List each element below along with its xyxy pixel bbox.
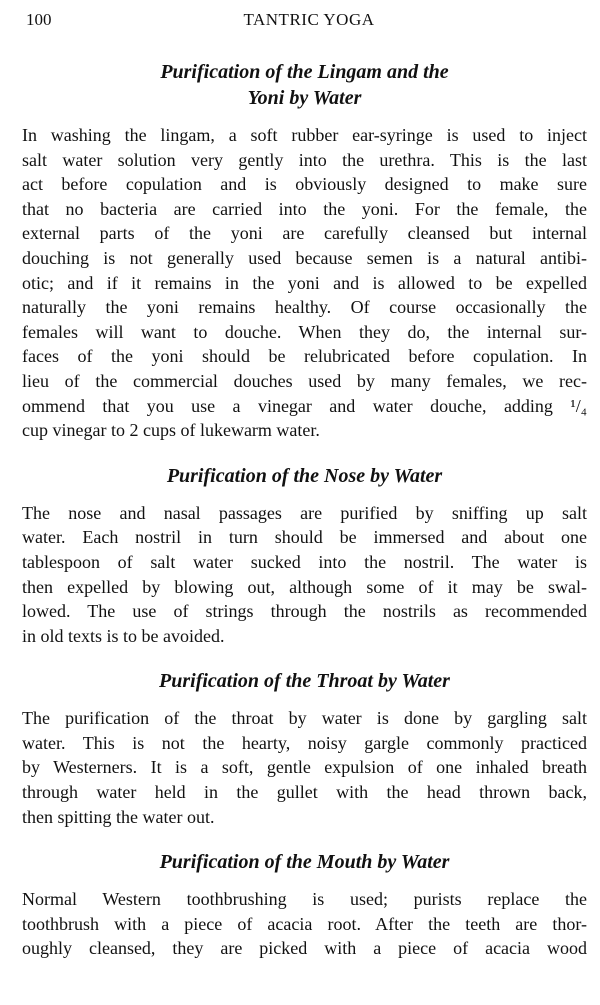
text-line: The purification of the throat by water is done by gargling salt xyxy=(22,708,587,729)
text-line: The nose and nasal passages are purified by sniffing up salt xyxy=(22,502,587,523)
heading-line: Purification of the Mouth by Water xyxy=(159,851,450,874)
text-line: otic; and if it remains in the yoni and is allowed to be expelled xyxy=(22,272,587,293)
heading-line: Purification of the Nose by Water xyxy=(166,464,443,487)
section-heading-throat xyxy=(22,668,587,694)
text-line: naturally the yoni remains healthy. Of course occasionally the xyxy=(22,297,587,318)
page-header xyxy=(26,10,592,34)
heading-line: Purification of the Throat by Water xyxy=(159,670,450,693)
text-line: lowed. The use of strings through the nostrils as recommended xyxy=(22,601,587,622)
text-line: toothbrush with a piece of acacia root. After the teeth are thor- xyxy=(22,913,587,934)
section-heading-lingam-yoni xyxy=(22,59,587,111)
section-heading-nose xyxy=(22,463,587,489)
paragraph-mouth xyxy=(22,887,587,961)
paragraph-nose xyxy=(22,501,587,649)
text-line: females will want to douche. When they do, the internal sur- xyxy=(22,321,587,342)
heading-line: Yoni by Water xyxy=(247,87,362,109)
heading-line: Purification of the Lingam and the xyxy=(160,61,449,83)
text-line: faces of the yoni should be relubricated before copulation. In xyxy=(22,346,587,367)
paragraph-lingam-yoni xyxy=(22,123,587,443)
text-line: oughly cleansed, they are picked with a piece of acacia wood xyxy=(22,938,587,959)
page-number: 100 xyxy=(26,10,52,29)
text-line: In washing the lingam, a soft rubber ear-syringe is used to inject xyxy=(22,125,587,145)
text-line: tablespoon of salt water sucked into the nostril. The water is xyxy=(22,551,587,572)
text-line: by Westerners. It is a soft, gentle expulsion of one inhaled breath xyxy=(22,757,587,778)
text-line: water. Each nostril in turn should be immersed and about one xyxy=(22,527,587,548)
text-line: water. This is not the hearty, noisy gargle commonly practiced xyxy=(22,732,587,753)
running-head: TANTRIC YOGA xyxy=(243,10,375,29)
text-line: external parts of the yoni are carefully cleansed but internal xyxy=(22,223,587,244)
text-line: in old texts is to be avoided. xyxy=(22,625,225,646)
paragraph-throat xyxy=(22,706,587,829)
text-line: ommend that you use a vinegar and water douche, adding ¹/₄ xyxy=(22,395,587,416)
section-heading-mouth xyxy=(22,849,587,875)
text-line: cup vinegar to 2 cups of lukewarm water. xyxy=(22,420,320,441)
text-line: douching is not generally used because semen is a natural antibi- xyxy=(22,247,587,268)
page-body xyxy=(22,59,587,961)
text-line: act before copulation and is obviously designed to make sure xyxy=(22,174,587,195)
text-line: lieu of the commercial douches used by many females, we rec- xyxy=(22,370,587,391)
text-line: then expelled by blowing out, although some of it may be swal- xyxy=(22,576,587,597)
text-line: then spitting the water out. xyxy=(22,806,215,827)
text-line: through water held in the gullet with the head thrown back, xyxy=(22,782,587,803)
text-line: Normal Western toothbrushing is used; purists replace the xyxy=(22,889,587,910)
text-line: that no bacteria are carried into the yoni. For the female, the xyxy=(22,198,587,219)
text-line: salt water solution very gently into the urethra. This is the last xyxy=(22,149,587,170)
